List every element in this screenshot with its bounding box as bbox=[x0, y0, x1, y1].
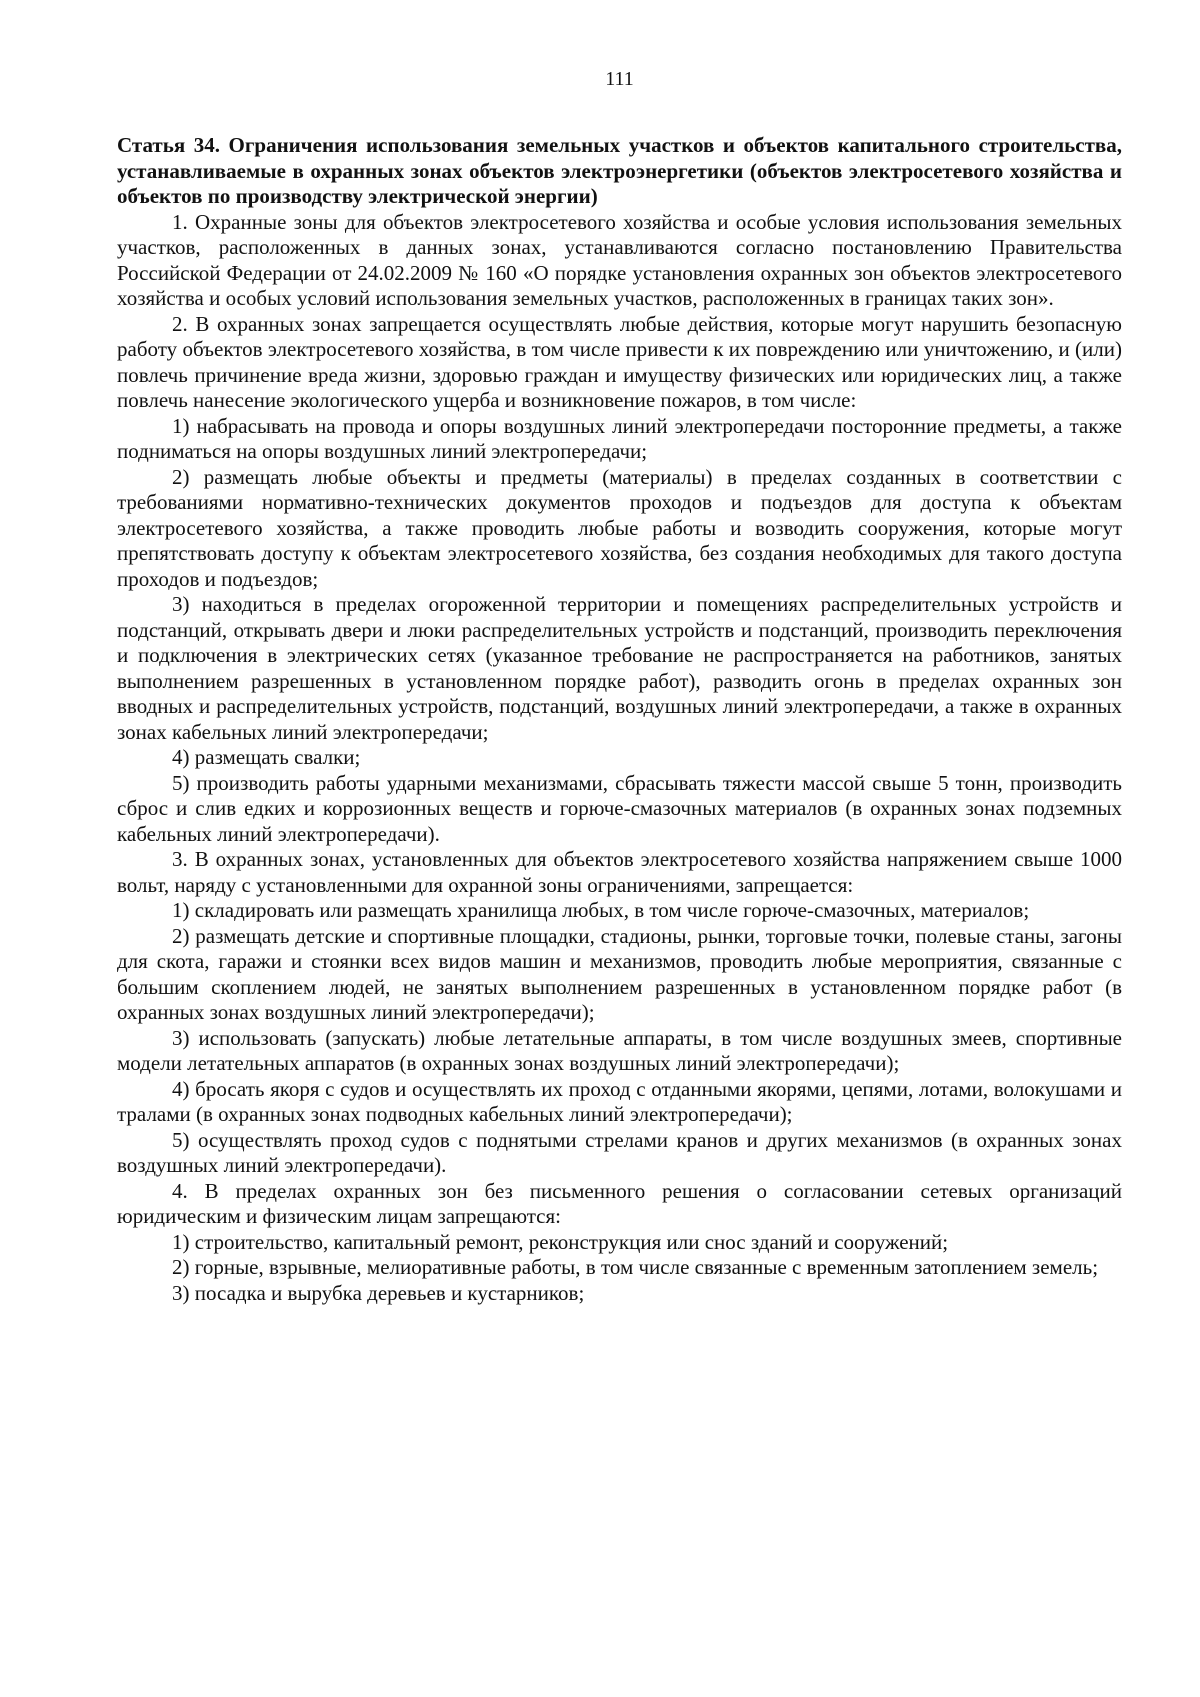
list-item: 4) бросать якоря с судов и осуществлять их проход с отданными якорями, цепями, лотами, волокушами и тралами (в охранных зонах подводных кабельных линий электропередачи); bbox=[117, 1076, 1122, 1126]
paragraph: 1. Охранные зоны для объектов электросетевого хозяйства и особые условия использования земельных участков, расположенных в данных зонах, устанавливаются согласно постановлению Правительства Российской Федерации от 24.02.2009 № 160 «О порядке установления охранных зон объектов электросетевого хозяйства и особых условий использования земельных участков, расположенных в границах таких зон». bbox=[117, 209, 1122, 310]
list-item: 1) набрасывать на провода и опоры воздушных линий электропередачи посторонние предметы, а также подниматься на опоры воздушных линий электропередачи; bbox=[117, 413, 1122, 463]
list-item: 1) складировать или размещать хранилища любых, в том числе горюче-смазочных, материалов; bbox=[172, 898, 1030, 922]
list-item: 3) использовать (запускать) любые летательные аппараты, в том числе воздушных змеев, спортивные модели летательных аппаратов (в охранных зонах воздушных линий электропередачи); bbox=[117, 1025, 1122, 1075]
paragraph: 4. В пределах охранных зон без письменного решения о согласовании сетевых организаций юридическим и физическим лицам запрещаются: bbox=[117, 1178, 1122, 1228]
list-item: 4) размещать свалки; bbox=[172, 745, 361, 769]
list-item: 5) производить работы ударными механизмами, сбрасывать тяжести массой свыше 5 тонн, производить сброс и слив едких и коррозионных веществ и горюче-смазочных материалов (в охранных зонах подземных кабельных линий электропередачи). bbox=[117, 770, 1122, 846]
list-item: 2) горные, взрывные, мелиоративные работы, в том числе связанные с временным затоплением земель; bbox=[172, 1255, 1099, 1279]
list-item: 5) осуществлять проход судов с поднятыми стрелами кранов и других механизмов (в охранных зонах воздушных линий электропередачи). bbox=[117, 1127, 1122, 1177]
list-item: 2) размещать детские и спортивные площадки, стадионы, рынки, торговые точки, полевые станы, загоны для скота, гаражи и стоянки всех видов машин и механизмов, проводить любые мероприятия, связанные с большим скоплением людей, не занятых выполнением разрешенных в установленном порядке работ (в охранных зонах воздушных линий электропередачи); bbox=[117, 923, 1122, 1024]
list-item: 2) размещать любые объекты и предметы (материалы) в пределах созданных в соответствии с требованиями нормативно-технических документов проходов и подъездов для доступа к объектам электросетевого хозяйства, а также проводить любые работы и возводить сооружения, которые могут препятствовать доступу к объектам электросетевого хозяйства, без создания необходимых для такого доступа проходов и подъездов; bbox=[117, 464, 1122, 591]
list-item: 1) строительство, капитальный ремонт, реконструкция или снос зданий и сооружений; bbox=[172, 1229, 949, 1254]
article-body bbox=[117, 210, 1122, 1307]
paragraph: 2. В охранных зонах запрещается осуществлять любые действия, которые могут нарушить безопасную работу объектов электросетевого хозяйства, в том числе привести к их повреждению или уничтожению, и (или) повлечь причинение вреда жизни, здоровью граждан и имуществу физических или юридических лиц, а также повлечь нанесение экологического ущерба и возникновение пожаров, в том числе: bbox=[117, 311, 1122, 412]
paragraph: 3. В охранных зонах, установленных для объектов электросетевого хозяйства напряжением свыше 1000 вольт, наряду с установленными для охранной зоны ограничениями, запрещается: bbox=[117, 847, 1122, 897]
page-number: 111 bbox=[605, 68, 634, 90]
list-item: 3) посадка и вырубка деревьев и кустарников; bbox=[172, 1280, 585, 1305]
article-title: Статья 34. Ограничения использования земельных участков и объектов капитального строительства, устанавливаемые в охранных зонах объектов электроэнергетики (объектов электросетевого хозяйства и объектов по производству электрической энергии) bbox=[117, 133, 1122, 208]
list-item: 3) находиться в пределах огороженной территории и помещениях распределительных устройств и подстанций, открывать двери и люки распределительных устройств и подстанций, производить переключения и подключения в электрических сетях (указанное требование не распространяется на работников, занятых выполнением разрешенных в установленном порядке работ), разводить огонь в пределах охранных зон вводных и распределительных устройств, подстанций, воздушных линий электропередачи, а также в охранных зонах кабельных линий электропередачи; bbox=[117, 592, 1122, 744]
